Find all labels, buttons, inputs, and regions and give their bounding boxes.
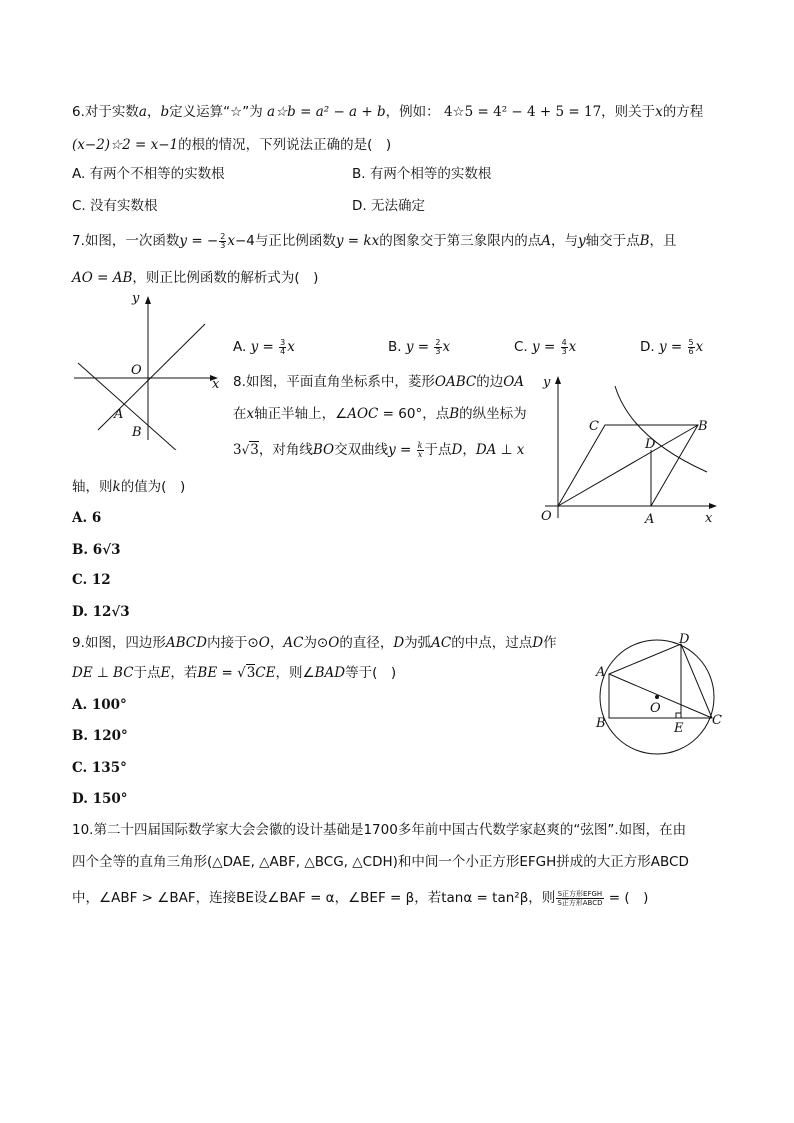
q8-label-b: B [698,419,708,434]
q10-frac-denominator: S正方形ABCD [557,898,603,907]
q8-option-c: C. 12 [72,572,111,588]
q9-line-2: DE ⊥ BC于点E，若BE = √3CE，则∠BAD等于( ) [72,665,397,681]
q9-figure [590,628,730,758]
q8-option-a: A. 6 [72,510,102,526]
q8-label-d: D [645,437,656,452]
q7-option-b: B. y = $\frac{2}{3}$ x [388,337,451,356]
q7-label-o: O [131,363,142,378]
q7-label-b: B [132,425,142,440]
q7-option-c: C. y = $\frac{4}{3}$ x [514,337,577,356]
q8-label-x: x [705,511,713,526]
q9-label-o: O [650,701,661,716]
q8-label-a: A [645,512,655,527]
q10-line-2: 四个全等的直角三角形(△DAE, △ABF, △BCG, △CDH)和中间一个小正方形EFGH拼成的大正方形ABCD [72,854,689,870]
q8-line-1: 8.如图，平面直角坐标系中，菱形OABC的边OA [233,374,525,390]
q7-label-a: A [114,407,124,422]
q7-label-y: y [132,291,140,306]
q9-label-c: C [712,713,722,728]
q9-label-e: E [674,721,684,736]
q6-line-2: (x−2)☆2 = x−1的根的情况，下列说法正确的是( ) [72,137,392,153]
q9-right-angle-mark [676,713,681,718]
q9-line-1: 9.如图，四边形ABCD内接于⊙O，AC为⊙O的直径，D为弧AC的中点，过点D作 [72,635,557,651]
q9-option-a: A. 100° [72,697,127,713]
q8-line-4: 轴，则k的值为( ) [72,479,186,495]
q9-label-b: B [596,716,606,731]
q6-equation: (x−2)☆2 = x−1 [72,137,179,153]
q8-line-2: 在x轴正半轴上，∠AOC = 60°，点B的纵坐标为 [233,406,527,422]
q8-diagonal-bo [558,425,698,506]
q8-label-o: O [541,509,552,524]
q6-option-c: C. 没有实数根 [72,198,158,214]
q6-option-d: D. 无法确定 [352,198,425,214]
q6-def-expr: a☆b = a² − a + b [267,104,386,120]
q8-figure [535,368,725,530]
q8-line-3: 3√3，对角线BO交双曲线y = $\frac{k}{x}$ 于点D，DA ⊥ x [233,440,525,459]
q8-label-y: y [543,375,551,390]
q7-option-d: D. y = $\frac{5}{6}$ x [640,337,704,356]
q7-line-linear [78,363,178,450]
q9-option-c: C. 135° [72,760,127,776]
q7-option-a: A. y = $\frac{3}{4}$ x [233,337,295,356]
q6-example-expr: 4☆5 = 4² − 4 + 5 = 17 [443,104,602,120]
q9-label-d: D [679,632,690,647]
q10-frac-numerator: S正方形EFGH [557,889,603,898]
q6-option-a: A. 有两个不相等的实数根 [72,166,225,182]
q8-option-b: B. 6√3 [72,542,121,558]
q7-label-x: x [212,377,220,392]
q7-figure [70,290,230,450]
q7-line-2: AO = AB，则正比例函数的解析式为( ) [72,270,319,286]
q9-option-d: D. 150° [72,791,128,807]
q8-hyperbola [615,386,707,472]
q10-line-1: 10.第二十四届国际数学家大会会徽的设计基础是1700多年前中国古代数学家赵爽的“弦图”.如图，在由 [72,822,687,838]
q7-line-1: 7.如图，一次函数y = − $\frac{2}{3}$ x−4与正比例函数y = kx的图象交于第三象限内的点A，与y轴交于点B，且 [72,231,677,250]
q10-line-3: 中，∠ABF > ∠BAF，连接BE设∠BAF = α，∠BEF = β，若tanα = tan²β，则 $\frac{\text{S正方形EFGH}}{\text{S正方形ABCD}}$ = ( ) [72,889,649,907]
q9-option-b: B. 120° [72,728,128,744]
q6-option-b: B. 有两个相等的实数根 [352,166,492,182]
q6-line-1: 6.对于实数a，b定义运算“☆”为 a☆b = a² − a + b，例如： 4☆5 = 4² − 4 + 5 = 17，则关于x的方程 [72,104,704,120]
q8-option-d: D. 12√3 [72,604,130,620]
q6-text: 6.对于实数 [72,104,139,120]
q9-center-dot [655,695,659,699]
q8-label-c: C [589,419,599,434]
q9-label-a: A [596,665,606,680]
